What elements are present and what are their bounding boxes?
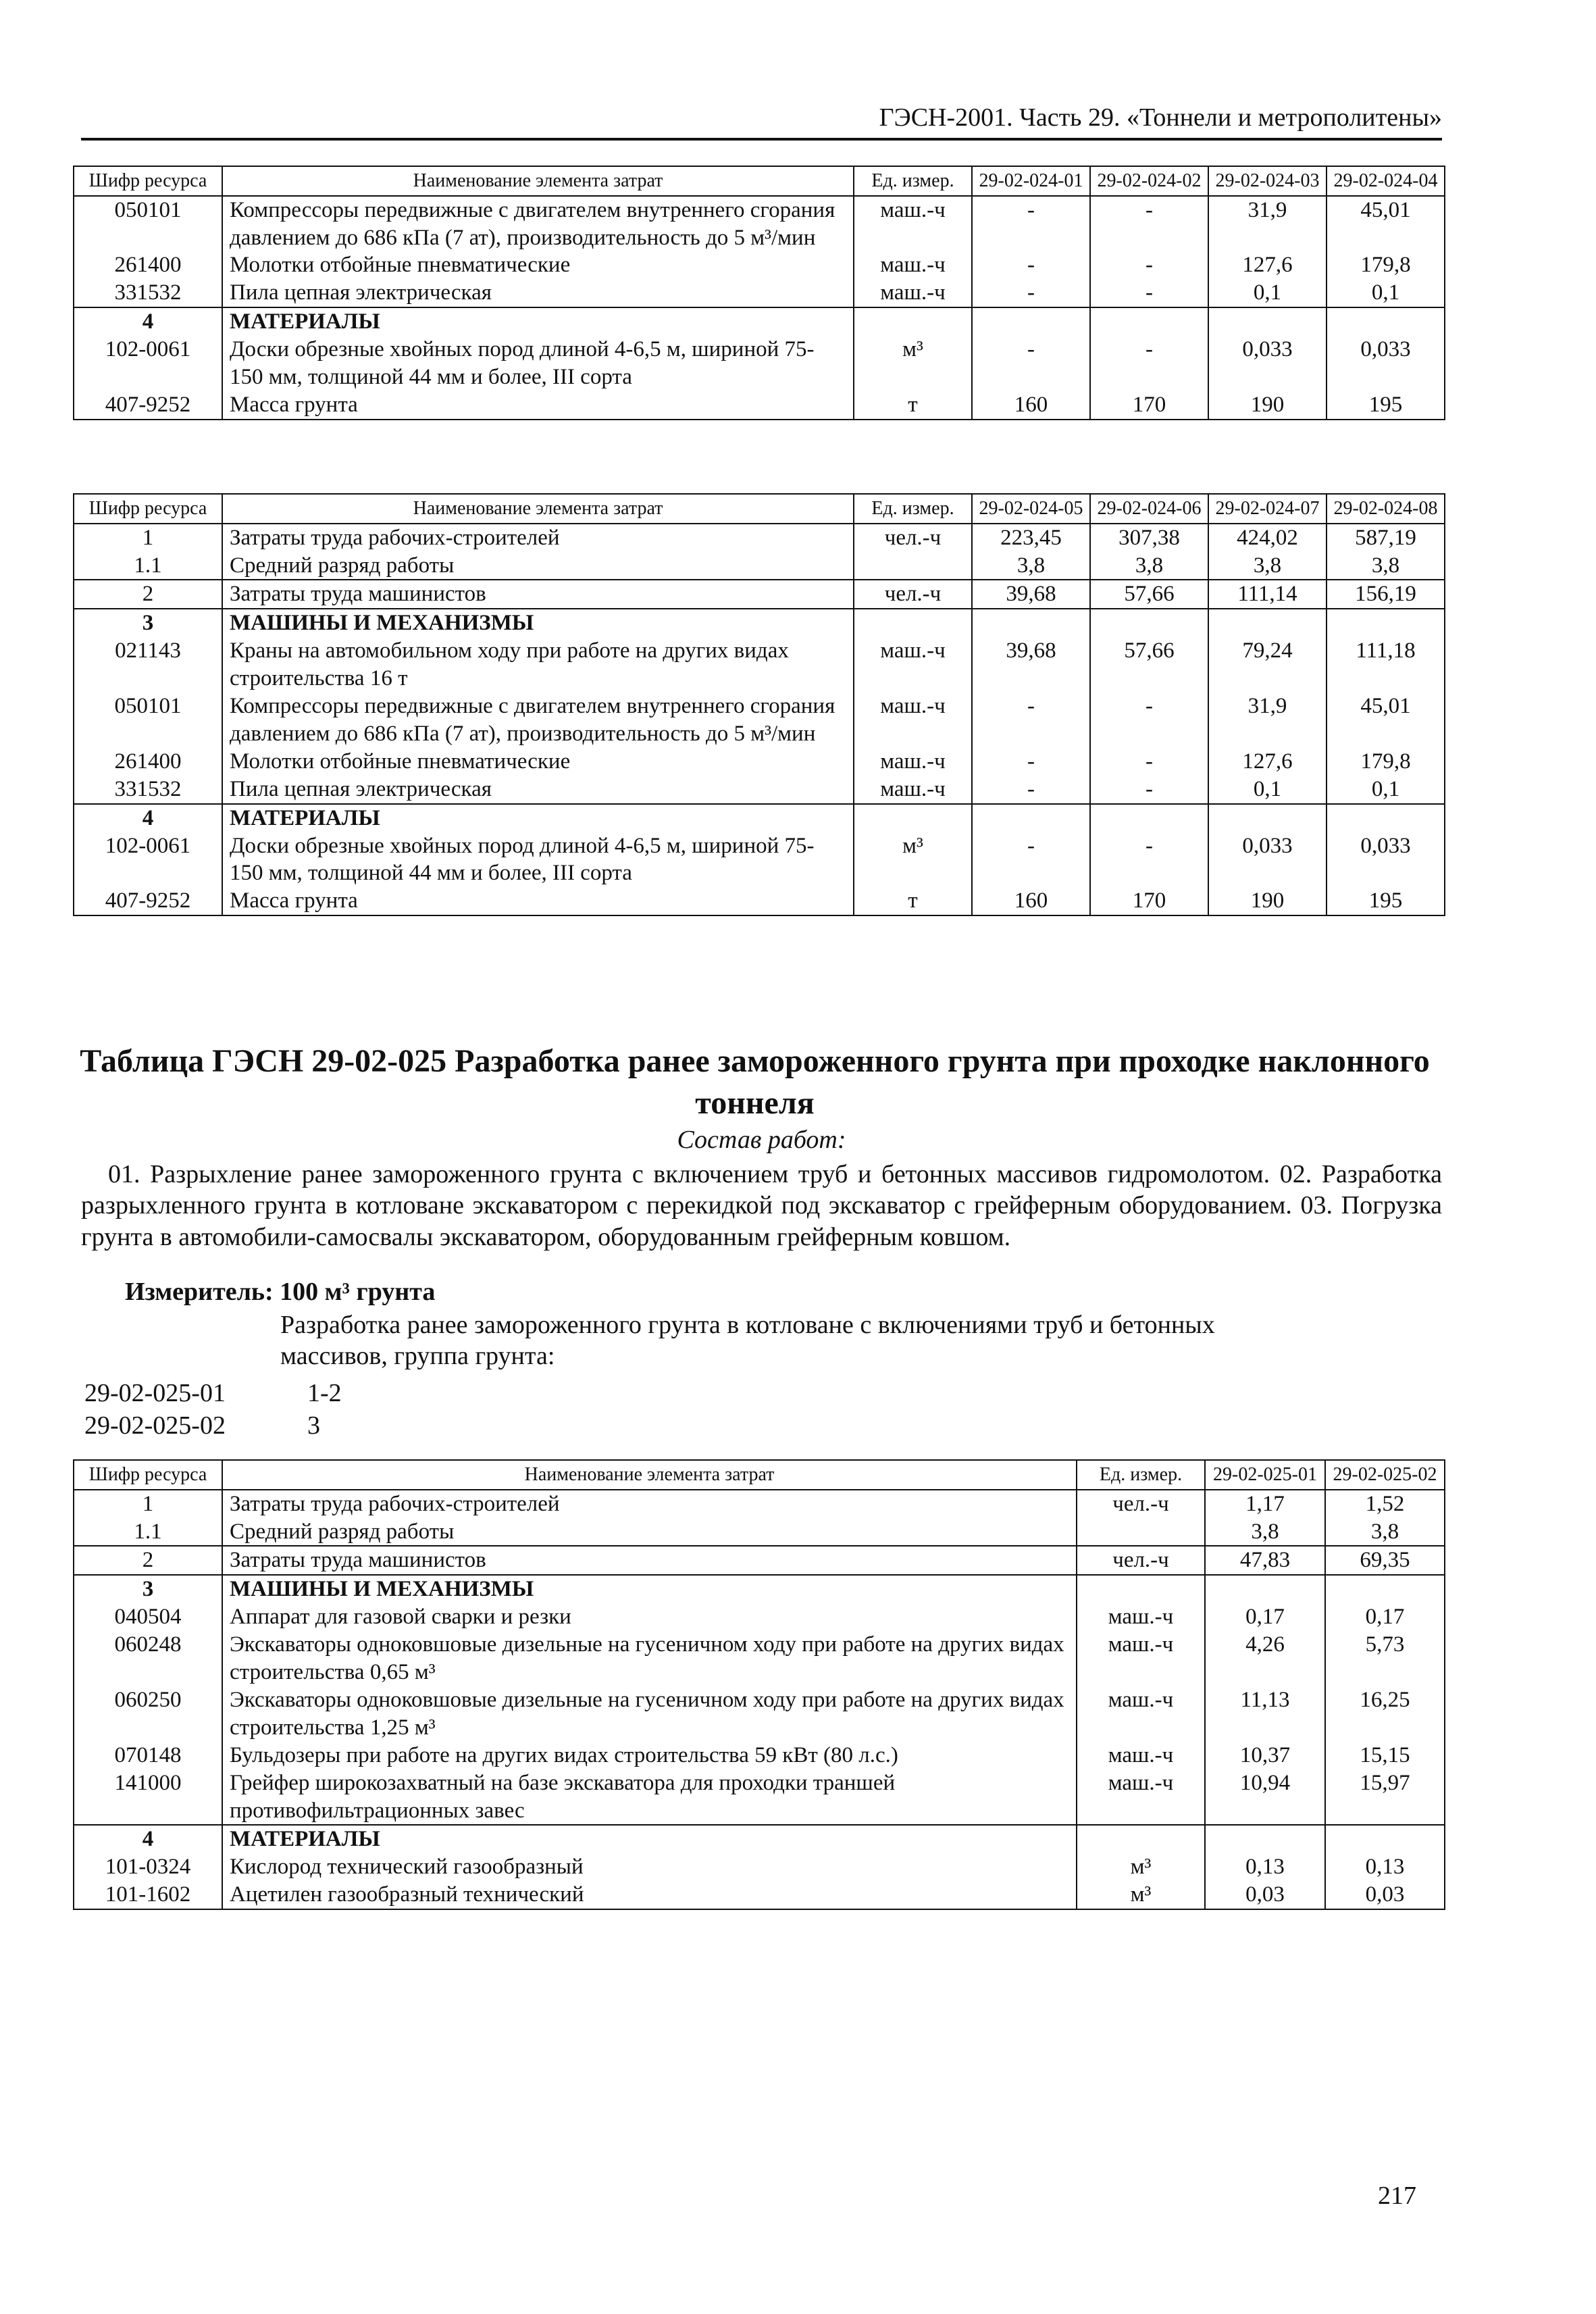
value-c3: 0,033 bbox=[1208, 336, 1327, 391]
table-row-section bbox=[74, 804, 1445, 832]
resource-unit: чел.-ч bbox=[1077, 1546, 1205, 1575]
resource-code: 070148 bbox=[74, 1742, 222, 1769]
table-row-section bbox=[74, 609, 1445, 637]
resource-name: Компрессоры передвижные с двигателем внутреннего сгорания давлением до 686 кПа (7 ат), производительность до 5 м³/мин bbox=[222, 693, 854, 748]
page-number: 217 bbox=[1378, 2182, 1416, 2210]
table-row bbox=[74, 279, 1445, 307]
value-c4: 45,01 bbox=[1327, 693, 1445, 748]
value-c2: 57,66 bbox=[1090, 580, 1208, 609]
value-c2 bbox=[1090, 609, 1208, 637]
table-row bbox=[74, 1881, 1445, 1909]
table-row bbox=[74, 637, 1445, 693]
table-row bbox=[74, 251, 1445, 279]
value-c2: 15,97 bbox=[1325, 1769, 1445, 1826]
resource-name: Грейфер широкозахватный на базе экскаватора для проходки траншей противофильтрационных завес bbox=[222, 1769, 1077, 1826]
value-c1: 223,45 bbox=[972, 524, 1090, 552]
value-c2: 170 bbox=[1090, 887, 1208, 915]
value-c1: 160 bbox=[972, 887, 1090, 915]
value-c2: 69,35 bbox=[1325, 1546, 1445, 1575]
work-operations-text: 01. Разрыхление ранее замороженного грунта с включением труб и бетонных массивов гидромолотом. 02. Разработка разрыхленного грунта в котловане экскаватором с перекидкой под экскаватор с грейферным оборудованием. 03. Погрузка грунта в автомобили-самосвалы экскаватором, оборудованным грейферным ковшом. bbox=[81, 1160, 1442, 1251]
value-c3: 0,1 bbox=[1208, 776, 1327, 804]
table-row bbox=[74, 776, 1445, 804]
resource-code: 101-0324 bbox=[74, 1853, 222, 1881]
value-c3: 127,6 bbox=[1208, 251, 1327, 279]
soil-group: 1-2 bbox=[307, 1379, 342, 1407]
value-c2: - bbox=[1090, 196, 1208, 252]
resource-unit: м³ bbox=[854, 336, 972, 391]
resource-code: 407-9252 bbox=[74, 887, 222, 915]
col-header-c2: 29-02-024-02 bbox=[1090, 166, 1208, 196]
value-c2: 3,8 bbox=[1325, 1518, 1445, 1546]
resource-code: 050101 bbox=[74, 693, 222, 748]
value-c1: 11,13 bbox=[1205, 1686, 1325, 1742]
value-c1: - bbox=[972, 693, 1090, 748]
resource-code: 021143 bbox=[74, 637, 222, 693]
resource-unit: маш.-ч bbox=[854, 637, 972, 693]
resource-name: Молотки отбойные пневматические bbox=[222, 748, 854, 776]
resource-unit: маш.-ч bbox=[854, 251, 972, 279]
section-title: МАШИНЫ И МЕХАНИЗМЫ bbox=[222, 1575, 1077, 1603]
value-c2 bbox=[1090, 804, 1208, 832]
col-header-name: Наименование элемента затрат bbox=[222, 494, 854, 524]
value-c2: 170 bbox=[1090, 391, 1208, 420]
table-row bbox=[74, 1853, 1445, 1881]
table-row bbox=[74, 1769, 1445, 1826]
value-c1: - bbox=[972, 251, 1090, 279]
norm-description: Разработка ранее замороженного грунта в котловане с включениями труб и бетонных массивов, группа грунта: bbox=[280, 1311, 1215, 1371]
resource-name: Затраты труда машинистов bbox=[222, 1546, 1077, 1575]
resource-unit: маш.-ч bbox=[854, 748, 972, 776]
resource-unit: маш.-ч bbox=[1077, 1769, 1205, 1826]
resource-unit: м³ bbox=[1077, 1881, 1205, 1909]
value-c1: - bbox=[972, 748, 1090, 776]
table-row-section bbox=[74, 1575, 1445, 1603]
soil-group: 3 bbox=[307, 1411, 320, 1440]
section-title-heading: Таблица ГЭСН 29-02-025 Разработка ранее замороженного грунта при проходке наклонного тоннеля bbox=[80, 1043, 1430, 1122]
resource-code: 141000 bbox=[74, 1769, 222, 1826]
norm-code: 29-02-025-02 bbox=[84, 1411, 226, 1440]
resource-code: 261400 bbox=[74, 251, 222, 279]
resource-code: 102-0061 bbox=[74, 832, 222, 888]
value-c2: 0,03 bbox=[1325, 1881, 1445, 1909]
resource-name: Пила цепная электрическая bbox=[222, 279, 854, 307]
resource-code: 2 bbox=[74, 580, 222, 609]
value-c4 bbox=[1327, 804, 1445, 832]
value-c1: 47,83 bbox=[1205, 1546, 1325, 1575]
resource-name: Масса грунта bbox=[222, 391, 854, 420]
value-c1: - bbox=[972, 776, 1090, 804]
value-c4 bbox=[1327, 609, 1445, 637]
resource-table-024-05-08 bbox=[73, 493, 1445, 916]
value-c1: - bbox=[972, 279, 1090, 307]
value-c1 bbox=[972, 804, 1090, 832]
value-c1: 160 bbox=[972, 391, 1090, 420]
table-row bbox=[74, 524, 1445, 552]
table-header-row bbox=[74, 1460, 1445, 1490]
col-header-c1: 29-02-024-05 bbox=[972, 494, 1090, 524]
value-c2: 3,8 bbox=[1090, 552, 1208, 580]
table-row bbox=[74, 1518, 1445, 1546]
resource-name: Доски обрезные хвойных пород длиной 4-6,5 м, шириной 75-150 мм, толщиной 44 мм и более, III сорта bbox=[222, 336, 854, 391]
col-header-c3: 29-02-024-03 bbox=[1208, 166, 1327, 196]
value-c4: 45,01 bbox=[1327, 196, 1445, 252]
value-c1: 39,68 bbox=[972, 637, 1090, 693]
resource-unit: маш.-ч bbox=[854, 693, 972, 748]
resource-name: Экскаваторы одноковшовые дизельные на гусеничном ходу при работе на других видах строительства 1,25 м³ bbox=[222, 1686, 1077, 1742]
value-c1: - bbox=[972, 336, 1090, 391]
work-composition-label: Состав работ: bbox=[677, 1126, 846, 1154]
resource-code: 060250 bbox=[74, 1686, 222, 1742]
value-c2: 57,66 bbox=[1090, 637, 1208, 693]
value-c3 bbox=[1208, 307, 1327, 336]
value-c3: 111,14 bbox=[1208, 580, 1327, 609]
resource-unit bbox=[1077, 1518, 1205, 1546]
value-c1: 3,8 bbox=[972, 552, 1090, 580]
value-c2: - bbox=[1090, 693, 1208, 748]
section-title: МАТЕРИАЛЫ bbox=[222, 307, 854, 336]
resource-name: Экскаваторы одноковшовые дизельные на гусеничном ходу при работе на других видах строительства 0,65 м³ bbox=[222, 1631, 1077, 1686]
value-c3: 31,9 bbox=[1208, 196, 1327, 252]
resource-code: 331532 bbox=[74, 776, 222, 804]
resource-unit: чел.-ч bbox=[854, 580, 972, 609]
resource-code: 2 bbox=[74, 1546, 222, 1575]
table-header-row bbox=[74, 494, 1445, 524]
resource-name: Затраты труда рабочих-строителей bbox=[222, 1490, 1077, 1518]
value-c2: 1,52 bbox=[1325, 1490, 1445, 1518]
table-header-row bbox=[74, 166, 1445, 196]
resource-unit bbox=[854, 307, 972, 336]
value-c1: 10,94 bbox=[1205, 1769, 1325, 1826]
col-header-c1: 29-02-024-01 bbox=[972, 166, 1090, 196]
resource-name: Кислород технический газообразный bbox=[222, 1853, 1077, 1881]
resource-code: 331532 bbox=[74, 279, 222, 307]
table-row bbox=[74, 552, 1445, 580]
resource-code: 101-1602 bbox=[74, 1881, 222, 1909]
resource-unit: м³ bbox=[1077, 1853, 1205, 1881]
col-header-c1: 29-02-025-01 bbox=[1205, 1460, 1325, 1490]
resource-code: 1 bbox=[74, 524, 222, 552]
table-row bbox=[74, 391, 1445, 420]
value-c2 bbox=[1090, 307, 1208, 336]
value-c4: 0,1 bbox=[1327, 776, 1445, 804]
resource-name: Затраты труда рабочих-строителей bbox=[222, 524, 854, 552]
resource-unit: маш.-ч bbox=[854, 776, 972, 804]
value-c4: 0,1 bbox=[1327, 279, 1445, 307]
value-c3: 127,6 bbox=[1208, 748, 1327, 776]
resource-name: Масса грунта bbox=[222, 887, 854, 915]
value-c3 bbox=[1208, 804, 1327, 832]
value-c1: 0,03 bbox=[1205, 1881, 1325, 1909]
resource-name: Затраты труда машинистов bbox=[222, 580, 854, 609]
measurer-label: Измеритель: 100 м³ грунта bbox=[125, 1278, 436, 1306]
section-code: 3 bbox=[74, 609, 222, 637]
value-c3: 0,033 bbox=[1208, 832, 1327, 888]
resource-code: 040504 bbox=[74, 1603, 222, 1631]
value-c1 bbox=[1205, 1825, 1325, 1853]
value-c4: 179,8 bbox=[1327, 251, 1445, 279]
col-header-name: Наименование элемента затрат bbox=[222, 1460, 1077, 1490]
value-c3: 190 bbox=[1208, 391, 1327, 420]
value-c2: - bbox=[1090, 776, 1208, 804]
value-c1: 0,13 bbox=[1205, 1853, 1325, 1881]
col-header-c2: 29-02-024-06 bbox=[1090, 494, 1208, 524]
value-c4: 3,8 bbox=[1327, 552, 1445, 580]
value-c3: 190 bbox=[1208, 887, 1327, 915]
resource-unit: маш.-ч bbox=[854, 196, 972, 252]
table-row bbox=[74, 336, 1445, 391]
value-c3: 31,9 bbox=[1208, 693, 1327, 748]
resource-name: Аппарат для газовой сварки и резки bbox=[222, 1603, 1077, 1631]
resource-unit: т bbox=[854, 391, 972, 420]
section-code: 4 bbox=[74, 804, 222, 832]
value-c1 bbox=[972, 609, 1090, 637]
section-code: 4 bbox=[74, 307, 222, 336]
section-title: МАТЕРИАЛЫ bbox=[222, 1825, 1077, 1853]
table-row bbox=[74, 580, 1445, 609]
table-row bbox=[74, 1686, 1445, 1742]
resource-table-025 bbox=[73, 1459, 1445, 1910]
value-c1: - bbox=[972, 196, 1090, 252]
resource-unit: маш.-ч bbox=[854, 279, 972, 307]
col-header-code: Шифр ресурса bbox=[74, 1460, 222, 1490]
resource-unit: т bbox=[854, 887, 972, 915]
section-title: МАТЕРИАЛЫ bbox=[222, 804, 854, 832]
resource-unit bbox=[1077, 1575, 1205, 1603]
value-c4: 0,033 bbox=[1327, 832, 1445, 888]
resource-table-024-01-04 bbox=[73, 166, 1445, 420]
table-row bbox=[74, 887, 1445, 915]
resource-code: 1.1 bbox=[74, 1518, 222, 1546]
table-row bbox=[74, 1742, 1445, 1769]
table-row-section bbox=[74, 1825, 1445, 1853]
resource-unit bbox=[1077, 1825, 1205, 1853]
resource-unit: м³ bbox=[854, 832, 972, 888]
resource-code: 1.1 bbox=[74, 552, 222, 580]
col-header-unit: Ед. измер. bbox=[854, 166, 972, 196]
resource-name: Доски обрезные хвойных пород длиной 4-6,5 м, шириной 75-150 мм, толщиной 44 мм и более, III сорта bbox=[222, 832, 854, 888]
col-header-c4: 29-02-024-04 bbox=[1327, 166, 1445, 196]
section-code: 4 bbox=[74, 1825, 222, 1853]
resource-name: Компрессоры передвижные с двигателем внутреннего сгорания давлением до 686 кПа (7 ат), производительность до 5 м³/мин bbox=[222, 196, 854, 252]
value-c4: 179,8 bbox=[1327, 748, 1445, 776]
resource-unit bbox=[854, 609, 972, 637]
value-c2: 0,13 bbox=[1325, 1853, 1445, 1881]
resource-unit bbox=[854, 804, 972, 832]
col-header-unit: Ед. измер. bbox=[854, 494, 972, 524]
value-c4: 111,18 bbox=[1327, 637, 1445, 693]
value-c2: 5,73 bbox=[1325, 1631, 1445, 1686]
value-c2: - bbox=[1090, 832, 1208, 888]
value-c4: 195 bbox=[1327, 887, 1445, 915]
resource-name: Средний разряд работы bbox=[222, 552, 854, 580]
value-c1: 10,37 bbox=[1205, 1742, 1325, 1769]
col-header-c4: 29-02-024-08 bbox=[1327, 494, 1445, 524]
resource-unit: маш.-ч bbox=[1077, 1603, 1205, 1631]
value-c4: 195 bbox=[1327, 391, 1445, 420]
value-c2: - bbox=[1090, 251, 1208, 279]
norm-code: 29-02-025-01 bbox=[84, 1379, 226, 1407]
value-c3 bbox=[1208, 609, 1327, 637]
value-c2: 307,38 bbox=[1090, 524, 1208, 552]
section-title: МАШИНЫ И МЕХАНИЗМЫ bbox=[222, 609, 854, 637]
table-row bbox=[74, 1603, 1445, 1631]
value-c1: - bbox=[972, 832, 1090, 888]
table-row bbox=[74, 1490, 1445, 1518]
value-c3: 3,8 bbox=[1208, 552, 1327, 580]
col-header-c2: 29-02-025-02 bbox=[1325, 1460, 1445, 1490]
value-c3: 79,24 bbox=[1208, 637, 1327, 693]
value-c2 bbox=[1325, 1825, 1445, 1853]
value-c2: 0,17 bbox=[1325, 1603, 1445, 1631]
value-c1: 0,17 bbox=[1205, 1603, 1325, 1631]
resource-name: Средний разряд работы bbox=[222, 1518, 1077, 1546]
value-c1 bbox=[972, 307, 1090, 336]
resource-code: 407-9252 bbox=[74, 391, 222, 420]
value-c3: 424,02 bbox=[1208, 524, 1327, 552]
resource-name: Молотки отбойные пневматические bbox=[222, 251, 854, 279]
value-c2: - bbox=[1090, 336, 1208, 391]
section-code: 3 bbox=[74, 1575, 222, 1603]
value-c1: 1,17 bbox=[1205, 1490, 1325, 1518]
resource-unit bbox=[854, 552, 972, 580]
resource-unit: чел.-ч bbox=[1077, 1490, 1205, 1518]
value-c4: 0,033 bbox=[1327, 336, 1445, 391]
col-header-c3: 29-02-024-07 bbox=[1208, 494, 1327, 524]
resource-unit: маш.-ч bbox=[1077, 1686, 1205, 1742]
value-c4 bbox=[1327, 307, 1445, 336]
resource-code: 261400 bbox=[74, 748, 222, 776]
table-row bbox=[74, 1631, 1445, 1686]
value-c2: 15,15 bbox=[1325, 1742, 1445, 1769]
table-row bbox=[74, 1546, 1445, 1575]
resource-code: 060248 bbox=[74, 1631, 222, 1686]
resource-name: Пила цепная электрическая bbox=[222, 776, 854, 804]
value-c2: - bbox=[1090, 279, 1208, 307]
table-row bbox=[74, 693, 1445, 748]
table-row bbox=[74, 196, 1445, 252]
table-row bbox=[74, 832, 1445, 888]
value-c2: 16,25 bbox=[1325, 1686, 1445, 1742]
resource-unit: маш.-ч bbox=[1077, 1742, 1205, 1769]
resource-name: Краны на автомобильном ходу при работе на других видах строительства 16 т bbox=[222, 637, 854, 693]
value-c1: 4,26 bbox=[1205, 1631, 1325, 1686]
running-header: ГЭСН-2001. Часть 29. «Тоннели и метрополитены» bbox=[81, 103, 1442, 141]
value-c1 bbox=[1205, 1575, 1325, 1603]
value-c1: 3,8 bbox=[1205, 1518, 1325, 1546]
col-header-name: Наименование элемента затрат bbox=[222, 166, 854, 196]
value-c1: 39,68 bbox=[972, 580, 1090, 609]
value-c4: 156,19 bbox=[1327, 580, 1445, 609]
col-header-code: Шифр ресурса bbox=[74, 166, 222, 196]
value-c4: 587,19 bbox=[1327, 524, 1445, 552]
resource-name: Бульдозеры при работе на других видах строительства 59 кВт (80 л.с.) bbox=[222, 1742, 1077, 1769]
resource-code: 1 bbox=[74, 1490, 222, 1518]
col-header-unit: Ед. измер. bbox=[1077, 1460, 1205, 1490]
value-c3: 0,1 bbox=[1208, 279, 1327, 307]
value-c2: - bbox=[1090, 748, 1208, 776]
resource-code: 102-0061 bbox=[74, 336, 222, 391]
table-row-section bbox=[74, 307, 1445, 336]
resource-unit: чел.-ч bbox=[854, 524, 972, 552]
value-c2 bbox=[1325, 1575, 1445, 1603]
resource-name: Ацетилен газообразный технический bbox=[222, 1881, 1077, 1909]
resource-unit: маш.-ч bbox=[1077, 1631, 1205, 1686]
resource-code: 050101 bbox=[74, 196, 222, 252]
table-row bbox=[74, 748, 1445, 776]
col-header-code: Шифр ресурса bbox=[74, 494, 222, 524]
